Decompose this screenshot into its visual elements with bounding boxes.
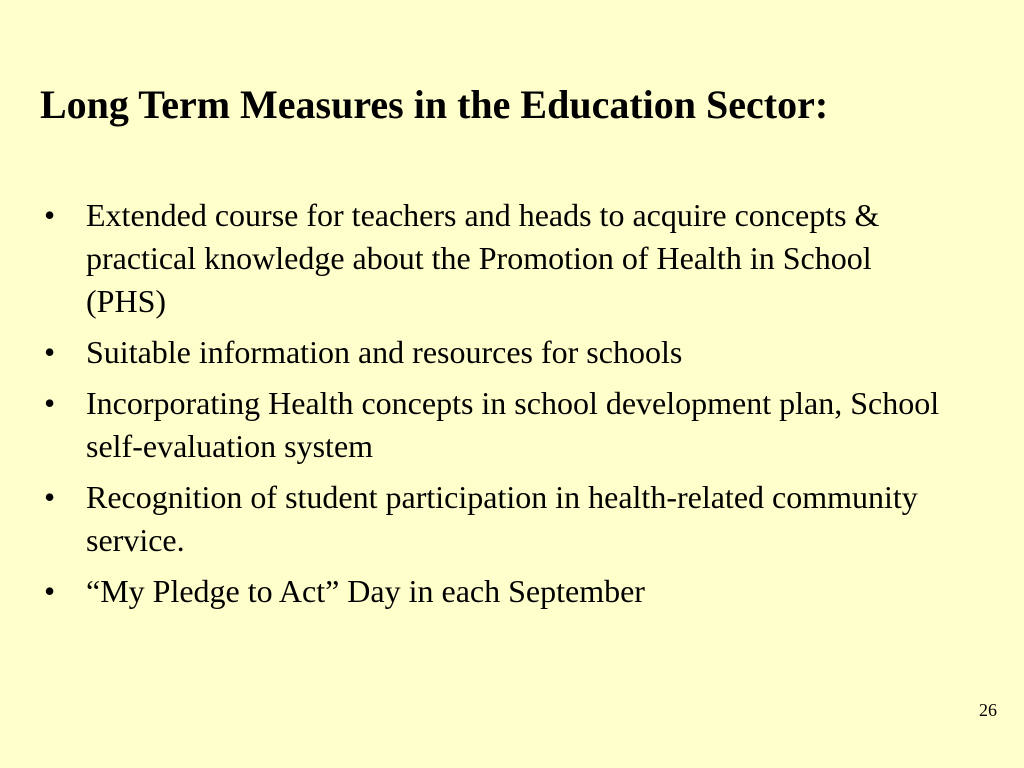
bullet-text: Extended course for teachers and heads to acquire concepts & practical knowledge about the Promotion of Health in School (PHS): [86, 197, 880, 319]
bullet-icon: •: [44, 385, 56, 421]
list-item: [44, 194, 954, 323]
bullet-icon: •: [44, 197, 56, 233]
list-item: [44, 570, 954, 613]
bullet-text: “My Pledge to Act” Day in each September: [86, 573, 645, 609]
list-item: [44, 382, 954, 468]
bullet-text: Incorporating Health concepts in school development plan, School self-evaluation system: [86, 385, 940, 464]
slide-title: Long Term Measures in the Education Sector:: [40, 82, 829, 127]
bullet-icon: •: [44, 334, 56, 370]
page-number: 26: [979, 700, 997, 720]
bullet-icon: •: [44, 479, 56, 515]
bullet-icon: •: [44, 573, 56, 609]
list-item: [44, 331, 954, 374]
bullet-text: Suitable information and resources for schools: [86, 334, 683, 370]
bullet-list: [44, 194, 954, 621]
list-item: [44, 476, 954, 562]
bullet-text: Recognition of student participation in health-related community service.: [86, 479, 918, 558]
